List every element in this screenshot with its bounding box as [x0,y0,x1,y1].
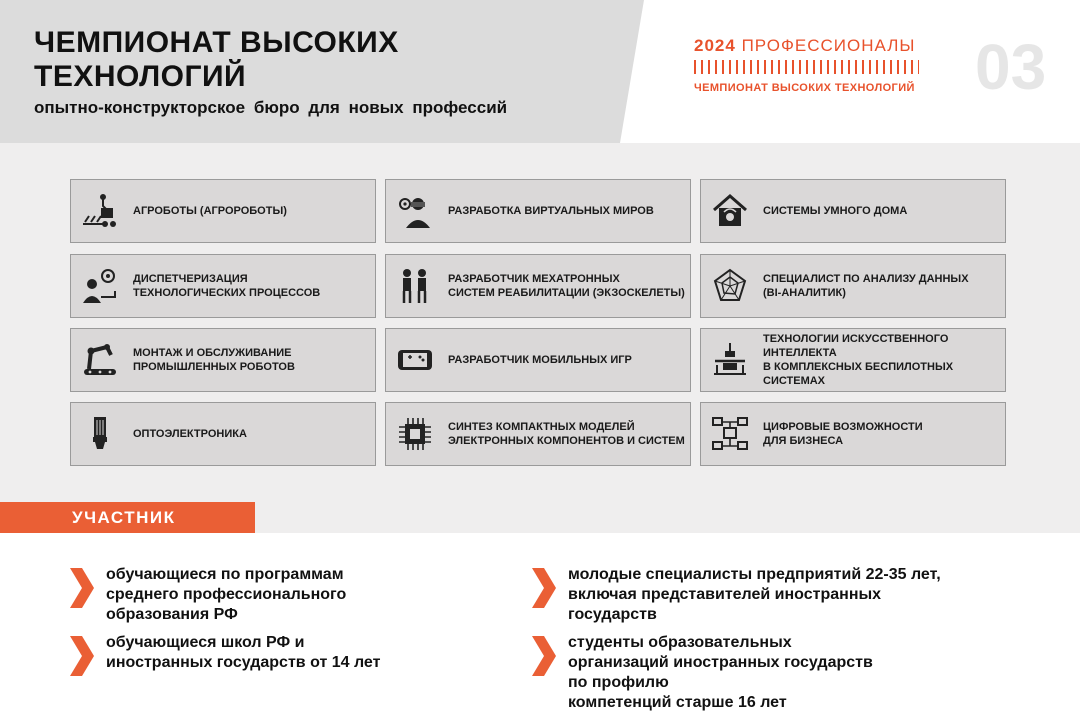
competency-card [70,179,376,243]
robot-arm-icon [81,341,119,379]
brand-subtitle: ЧЕМПИОНАТ ВЫСОКИХ ТЕХНОЛОГИЙ [694,82,915,94]
competency-label: РАЗРАБОТЧИК МЕХАТРОННЫХ СИСТЕМ РЕАБИЛИТАЦИИ (ЭКЗОСКЕЛЕТЫ) [448,273,685,299]
competency-label: РАЗРАБОТКА ВИРТУАЛЬНЫХ МИРОВ [448,205,654,217]
network-icon [711,415,749,453]
agro-robot-icon [81,192,119,230]
brand-logo [694,36,919,94]
page-title [34,26,399,94]
participant-item [70,633,380,676]
competency-label: ЦИФРОВЫЕ ВОЗМОЖНОСТИ ДЛЯ БИЗНЕСА [763,421,923,447]
drone-icon [711,341,749,379]
page-subtitle: опытно-конструкторское бюро для новых профессий [34,98,508,117]
chevron-right-icon [532,636,556,676]
participant-text: молодые специалисты предприятий 22-35 лет, включая представителей иностранных государств [568,566,941,623]
competency-card [700,402,1006,466]
participant-item [532,633,873,713]
competency-label: СИСТЕМЫ УМНОГО ДОМА [763,205,908,217]
competency-label: ОПТОЭЛЕКТРОНИКА [133,428,247,440]
competency-label: СИНТЕЗ КОМПАКТНЫХ МОДЕЛЕЙ ЭЛЕКТРОННЫХ КОМПОНЕНТОВ И СИСТЕМ [448,421,685,447]
competency-label: ДИСПЕТЧЕРИЗАЦИЯ ТЕХНОЛОГИЧЕСКИХ ПРОЦЕССОВ [133,273,321,299]
participant-item [532,565,941,625]
competency-card [385,328,691,392]
participant-text: студенты образовательных организаций иностранных государств по профилю компетенций старше 16 лет [568,634,873,711]
competency-card [385,402,691,466]
competency-card [700,254,1006,318]
participants-tab-label: УЧАСТНИК [72,508,176,527]
participant-item [70,565,346,625]
competency-label: РАЗРАБОТЧИК МОБИЛЬНЫХ ИГР [448,354,632,366]
mobile-game-icon [396,341,434,379]
competency-card [385,179,691,243]
title-line-2: ТЕХНОЛОГИЙ [34,60,247,93]
competency-label: ТЕХНОЛОГИИ ИСКУССТВЕННОГО ИНТЕЛЛЕКТА В КОМПЛЕКСНЫХ БЕСПИЛОТНЫХ СИСТЕМАХ [763,333,954,387]
title-line-1: ЧЕМПИОНАТ ВЫСОКИХ [34,26,399,59]
competency-card [385,254,691,318]
lamp-icon [81,415,119,453]
chevron-right-icon [532,568,556,608]
competency-label: МОНТАЖ И ОБСЛУЖИВАНИЕ ПРОМЫШЛЕННЫХ РОБОТОВ [133,347,295,373]
chevron-right-icon [70,568,94,608]
brand-name: ПРОФЕССИОНАЛЫ [741,36,916,55]
exoskeleton-icon [396,267,434,305]
competency-card [700,179,1006,243]
competency-card [70,254,376,318]
brand-year: 2024 [694,36,736,55]
competency-card [70,328,376,392]
participant-text: обучающиеся по программам среднего профессионального образования РФ [106,566,347,623]
competency-label: СПЕЦИАЛИСТ ПО АНАЛИЗУ ДАННЫХ (BI-АНАЛИТИК) [763,273,969,299]
chevron-right-icon [70,636,94,676]
radar-chart-icon [711,267,749,305]
dispatcher-icon [81,267,119,305]
competency-label: АГРОБОТЫ (АГРОРОБОТЫ) [133,205,287,217]
page-number: 03 [975,31,1047,103]
participants-tab [0,502,255,533]
participant-text: обучающиеся школ РФ и иностранных государств от 14 лет [106,634,381,671]
competency-card [700,328,1006,392]
vr-headset-icon [396,192,434,230]
brand-barcode-decoration [694,60,919,74]
chip-icon [396,415,434,453]
smart-home-icon [711,192,749,230]
competency-card [70,402,376,466]
